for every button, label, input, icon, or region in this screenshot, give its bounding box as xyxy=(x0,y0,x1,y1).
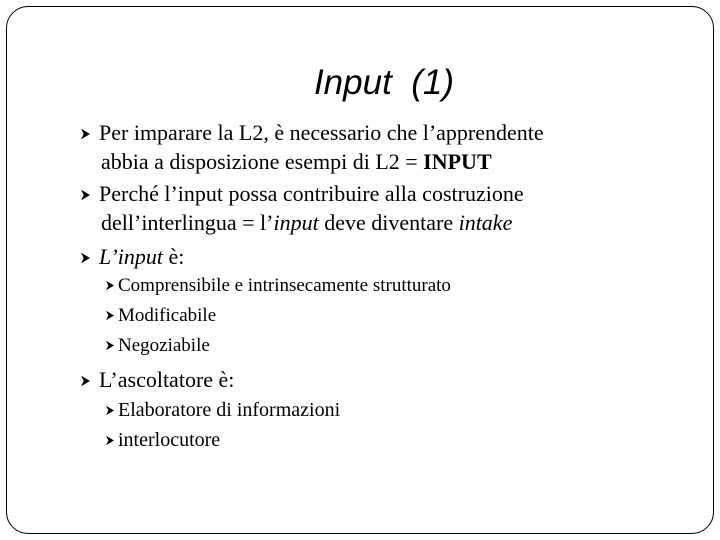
bullet-item: Perché l’input possa contribuire alla costruzione dell’interlingua = l’input deve diventare intake xyxy=(81,179,524,237)
slide-title: Input (1) xyxy=(313,63,455,102)
sub-bullet-item: Comprensibile e intrinsecamente strutturato xyxy=(106,273,451,299)
bullet-item: Per imparare la L2, è necessario che l’apprendente abbia a disposizione esempi di L2 = INPUT xyxy=(81,118,544,176)
bullet-item: L’ascoltatore è: xyxy=(81,365,234,394)
bullet-arrow-icon xyxy=(81,252,90,264)
sub-bullet-item: interlocutore xyxy=(106,427,220,453)
bullet-arrow-icon xyxy=(106,405,114,416)
sub-bullet-item: Elaboratore di informazioni xyxy=(106,397,340,423)
sub-bullet-item: Negoziabile xyxy=(106,333,210,359)
bullet-arrow-icon xyxy=(106,435,114,446)
bullet-arrow-icon xyxy=(81,128,90,140)
bullet-arrow-icon xyxy=(106,340,114,351)
bullet-arrow-icon xyxy=(106,280,114,291)
bullet-arrow-icon xyxy=(106,310,114,321)
bullet-arrow-icon xyxy=(81,189,90,201)
sub-bullet-item: Modificabile xyxy=(106,303,216,329)
bullet-item: L’input è: xyxy=(81,242,184,271)
bullet-arrow-icon xyxy=(81,375,90,387)
